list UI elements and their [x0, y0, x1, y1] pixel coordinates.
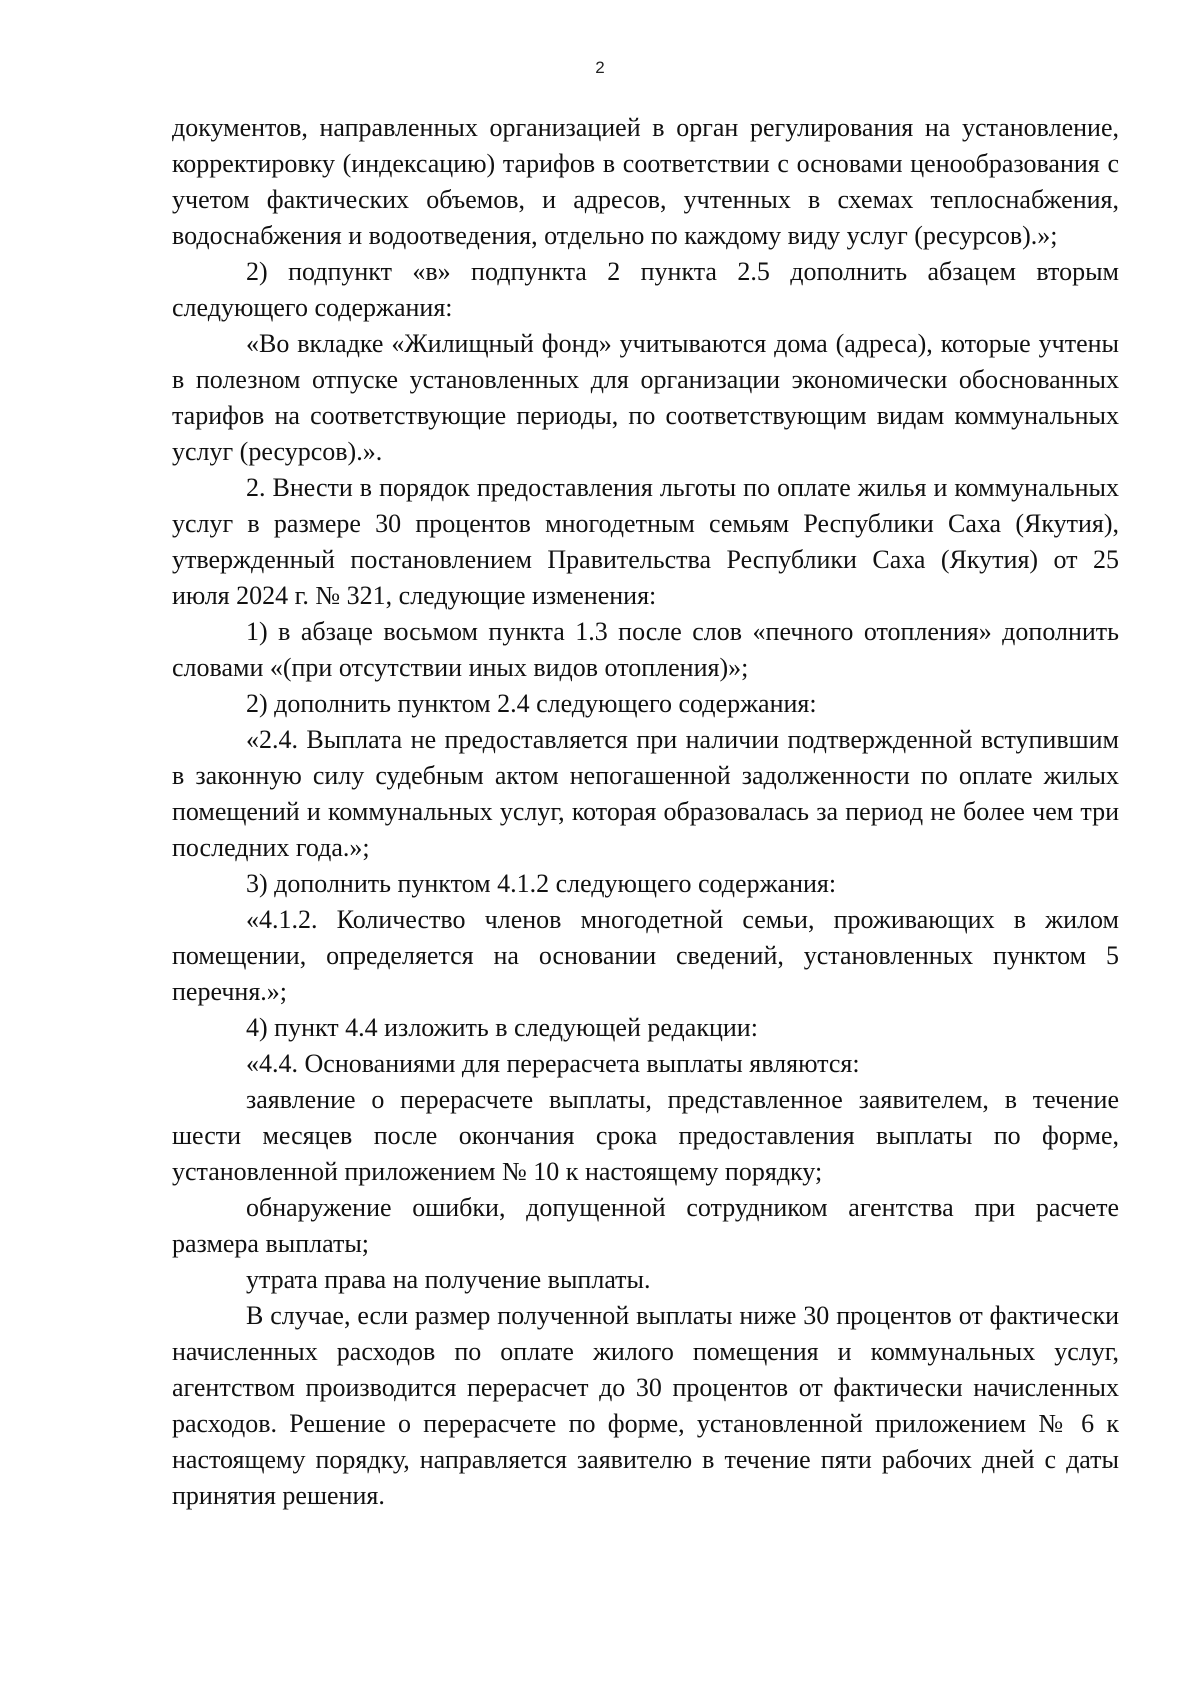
paragraph: 2. Внести в порядок предоставления льготы по оплате жилья и коммунальных услуг в размере 30 процентов многодетным семьям Республики Саха (Якутия), утвержденный постановлением Правительства Республики Саха (Якутия) от 25 июля 2024 г. № 321, следующие изменения:: [172, 473, 1119, 610]
paragraph: «4.1.2. Количество членов многодетной семьи, проживающих в жилом помещении, определяется на основании сведений, установленных пунктом 5 перечня.»;: [172, 905, 1119, 1006]
page-number: 2: [595, 58, 605, 77]
paragraph: В случае, если размер полученной выплаты ниже 30 процентов от фактически начисленных расходов по оплате жилого помещения и коммунальных услуг, агентством производится перерасчет до 30 процентов от фактически начисленных расходов. Решение о перерасчете по форме, установленной приложением № 6 к настоящему порядку, направляется заявителю в течение пяти рабочих дней с даты принятия решения.: [172, 1301, 1119, 1510]
paragraph: 4) пункт 4.4 изложить в следующей редакции:: [246, 1013, 758, 1042]
paragraph: «2.4. Выплата не предоставляется при наличии подтвержденной вступившим в законную силу судебным актом непогашенной задолженности по оплате жилых помещений и коммунальных услуг, которая образовалась за период не более чем три последних года.»;: [172, 725, 1119, 862]
paragraph: 2) дополнить пунктом 2.4 следующего содержания:: [246, 689, 817, 718]
paragraph: документов, направленных организацией в орган регулирования на установление, корректировку (индексацию) тарифов в соответствии с основами ценообразования с учетом фактических объемов, и адресов, учтенных в схемах теплоснабжения, водоснабжения и водоотведения, отдельно по каждому виду услуг (ресурсов).»;: [172, 113, 1119, 250]
paragraph: 1) в абзаце восьмом пункта 1.3 после слов «печного отопления» дополнить словами «(при отсутствии иных видов отопления)»;: [172, 617, 1119, 682]
paragraph: утрата права на получение выплаты.: [246, 1265, 651, 1294]
paragraph: обнаружение ошибки, допущенной сотрудником агентства при расчете размера выплаты;: [172, 1193, 1119, 1258]
document-body: [172, 110, 1119, 1514]
paragraph: 2) подпункт «в» подпункта 2 пункта 2.5 дополнить абзацем вторым следующего содержания:: [172, 257, 1119, 322]
paragraph: заявление о перерасчете выплаты, представленное заявителем, в течение шести месяцев после окончания срока предоставления выплаты по форме, установленной приложением № 10 к настоящему порядку;: [172, 1085, 1119, 1186]
paragraph: «4.4. Основаниями для перерасчета выплаты являются:: [246, 1049, 860, 1078]
paragraph: 3) дополнить пунктом 4.1.2 следующего содержания:: [246, 869, 837, 898]
paragraph: «Во вкладке «Жилищный фонд» учитываются дома (адреса), которые учтены в полезном отпуске установленных для организации экономически обоснованных тарифов на соответствующие периоды, по соответствующим видам коммунальных услуг (ресурсов).».: [172, 329, 1119, 466]
